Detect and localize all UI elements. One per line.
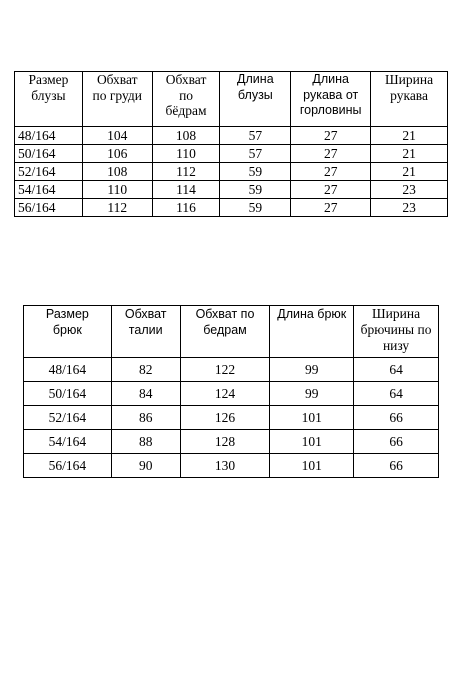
header-cell (82, 72, 152, 127)
header-cell (15, 72, 83, 127)
table-row (15, 127, 448, 145)
table-cell: 122 (180, 358, 270, 382)
table-cell: 48/164 (24, 358, 112, 382)
header-cell (354, 306, 439, 358)
table-cell: 52/164 (24, 406, 112, 430)
table-cell: 86 (111, 406, 180, 430)
table-cell: 130 (180, 454, 270, 478)
table-cell: 112 (152, 163, 220, 181)
table-row (24, 454, 439, 478)
blouse-size-table (14, 71, 448, 217)
table-header-row (15, 72, 448, 127)
table-row (24, 382, 439, 406)
table-cell: 110 (82, 181, 152, 199)
table-cell: 59 (220, 163, 291, 181)
header-cell (24, 306, 112, 358)
table-cell: 56/164 (15, 199, 83, 217)
table-cell: 112 (82, 199, 152, 217)
table-cell: 84 (111, 382, 180, 406)
header-cell (152, 72, 220, 127)
table-cell: 54/164 (24, 430, 112, 454)
table-cell: 101 (270, 454, 354, 478)
table-cell: 50/164 (15, 145, 83, 163)
table-row (24, 406, 439, 430)
table-cell: 57 (220, 145, 291, 163)
table-cell: 23 (371, 181, 448, 199)
header-cell (220, 72, 291, 127)
table-cell: 101 (270, 406, 354, 430)
table-cell: 88 (111, 430, 180, 454)
table-cell: 108 (82, 163, 152, 181)
table-cell: 27 (291, 127, 371, 145)
table-cell: 57 (220, 127, 291, 145)
table-cell: 66 (354, 430, 439, 454)
table-cell: 128 (180, 430, 270, 454)
table-cell: 27 (291, 181, 371, 199)
table-cell: 21 (371, 163, 448, 181)
header-label: Размер блузы (28, 72, 69, 103)
table-cell: 27 (291, 145, 371, 163)
header-cell (180, 306, 270, 358)
table-cell: 99 (270, 382, 354, 406)
table-cell: 59 (220, 181, 291, 199)
table-cell: 48/164 (15, 127, 83, 145)
table-row (24, 430, 439, 454)
table-cell: 104 (82, 127, 152, 145)
table-cell: 110 (152, 145, 220, 163)
table-row (15, 163, 448, 181)
table-cell: 64 (354, 382, 439, 406)
header-cell (270, 306, 354, 358)
header-label: Длина блузы (237, 72, 274, 102)
header-label: Размер брюк (45, 307, 89, 337)
table-cell: 52/164 (15, 163, 83, 181)
header-label: Обхват талии (124, 307, 167, 337)
table-cell: 27 (291, 163, 371, 181)
header-cell (371, 72, 448, 127)
table-cell: 126 (180, 406, 270, 430)
table-cell: 23 (371, 199, 448, 217)
header-label: Длина брюк (277, 307, 347, 321)
table-cell: 106 (82, 145, 152, 163)
header-label: Обхват по груди (92, 72, 142, 103)
table-cell: 101 (270, 430, 354, 454)
table-cell: 21 (371, 145, 448, 163)
table-cell: 116 (152, 199, 220, 217)
header-label: Обхват по бедрам (195, 307, 255, 337)
table-cell: 56/164 (24, 454, 112, 478)
table-header-row (24, 306, 439, 358)
table-cell: 66 (354, 454, 439, 478)
table-row (24, 358, 439, 382)
trousers-size-table (23, 305, 439, 478)
header-label: Обхват по бёдрам (165, 72, 207, 118)
header-label: Длина рукава от горловины (299, 72, 362, 117)
header-cell (111, 306, 180, 358)
table-cell: 50/164 (24, 382, 112, 406)
table-cell: 82 (111, 358, 180, 382)
header-cell (291, 72, 371, 127)
table-cell: 66 (354, 406, 439, 430)
table-row (15, 181, 448, 199)
table-cell: 54/164 (15, 181, 83, 199)
table-cell: 108 (152, 127, 220, 145)
table-cell: 21 (371, 127, 448, 145)
table-cell: 27 (291, 199, 371, 217)
table-row (15, 199, 448, 217)
table-cell: 64 (354, 358, 439, 382)
table-cell: 99 (270, 358, 354, 382)
table-cell: 59 (220, 199, 291, 217)
header-label: Ширина брючины по низу (360, 306, 432, 353)
header-label: Ширина рукава (385, 72, 434, 103)
table-cell: 114 (152, 181, 220, 199)
table-cell: 90 (111, 454, 180, 478)
table-row (15, 145, 448, 163)
table-cell: 124 (180, 382, 270, 406)
